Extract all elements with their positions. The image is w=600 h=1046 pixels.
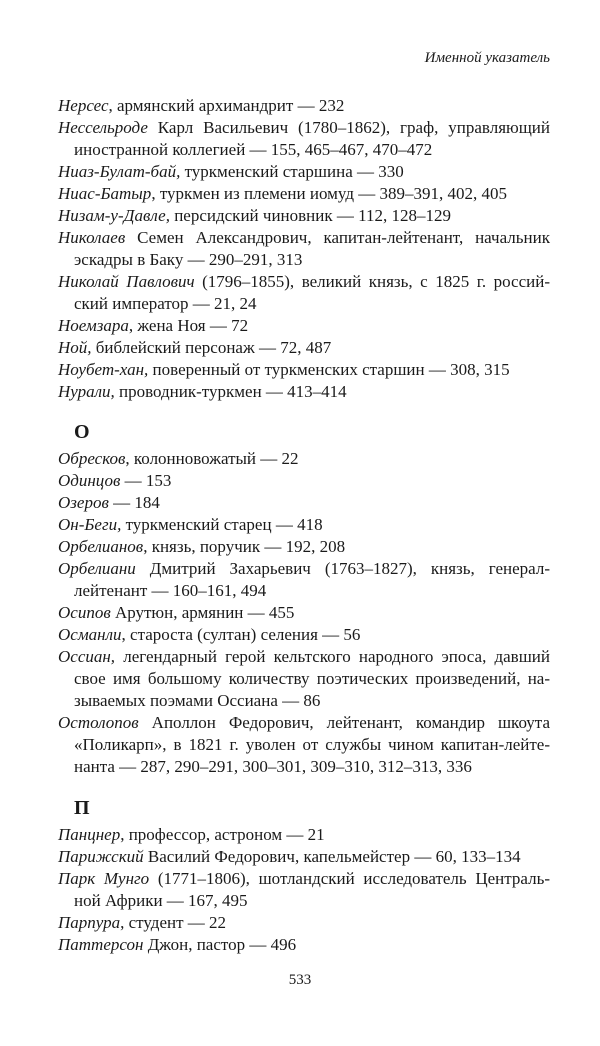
entry-name: Ной,	[58, 338, 92, 357]
entry-text: туркменский старшина — 330	[180, 162, 404, 181]
index-entry	[58, 912, 550, 934]
entry-name: Османли	[58, 625, 122, 644]
running-head: Именной указатель	[424, 50, 550, 66]
entry-name: Нессельроде	[58, 118, 148, 137]
index-entry	[58, 117, 550, 161]
index-entry	[58, 868, 550, 912]
entry-text: , армянский архимандрит — 232	[108, 96, 345, 115]
index-entry	[58, 337, 550, 359]
index-entry	[58, 227, 550, 271]
section-letter: П	[74, 797, 90, 819]
index-entry	[58, 824, 550, 846]
index-entry	[58, 359, 550, 381]
entry-name: Нерсес	[58, 96, 109, 115]
index-entry	[58, 514, 550, 536]
index-entry	[58, 492, 550, 514]
entry-text: , студент — 22	[120, 913, 227, 932]
index-entry	[58, 934, 550, 956]
entry-text: Василий Федорович, капельмейстер — 60, 133–134	[143, 847, 521, 866]
entry-name: Озеров	[58, 493, 109, 512]
index-entry	[58, 448, 550, 470]
index-entry	[58, 624, 550, 646]
entry-text: персидский чиновник — 112, 128–129	[169, 206, 451, 225]
entry-name: Остолопов	[58, 713, 139, 732]
entry-name: Низам-у-Давле,	[58, 206, 170, 225]
entry-text: легендарный герой кельтского народного эпоса, давший свое имя большому количеству поэтических произведений, на-зываемых поэмами Оссиана — 86	[74, 647, 550, 710]
index-section-o	[58, 420, 550, 778]
entry-name: Парпура	[58, 913, 121, 932]
entry-text: Джон, пастор — 496	[143, 935, 297, 954]
entry-text: Карл Васильевич (1780–1862), граф, управляющий иностранной коллегией — 155, 465–467, 470–472	[74, 118, 550, 159]
index-entry	[58, 470, 550, 492]
entry-text: туркменский старец — 418	[121, 515, 323, 534]
entry-name: Орбелианов	[58, 537, 144, 556]
entry-text: — 184	[108, 493, 160, 512]
entry-text: , профессор, астроном — 21	[120, 825, 325, 844]
entry-name: Обресков	[58, 449, 126, 468]
entry-text: проводник-туркмен — 413–414	[114, 382, 347, 401]
entry-name: Николаев	[58, 228, 126, 247]
page-number: 533	[288, 972, 312, 988]
entry-name: Одинцов	[58, 471, 121, 490]
index-entry	[58, 205, 550, 227]
entry-name: Парк Мунго	[58, 869, 150, 888]
entry-text: Арутюн, армянин — 455	[110, 603, 295, 622]
index-entry	[58, 558, 550, 602]
index-entry	[58, 712, 550, 778]
entry-name: Осипов	[58, 603, 111, 622]
entry-text: поверенный от туркменских старшин — 308, 315	[148, 360, 510, 379]
section-letter: О	[74, 421, 90, 443]
entry-name: Оссиан,	[58, 647, 116, 666]
entry-text: Семен Александрович, капитан-лейтенант, начальник эскадры в Баку — 290–291, 313	[74, 228, 550, 269]
index-entry	[58, 95, 550, 117]
index-entry	[58, 846, 550, 868]
entry-name: Ноемзара	[58, 316, 129, 335]
index-entry	[58, 271, 550, 315]
entry-name: Паттерсон	[58, 935, 144, 954]
entry-text: Аполлон Федорович, лейтенант, командир шкоута «Поликарп», в 1821 г. уволен от службы чином капитан-лейте-нанта — 287, 290–291, 300–301, 309–310, 312–313, 336	[74, 713, 550, 776]
index-section-n	[58, 95, 550, 403]
entry-name: Нурали,	[58, 382, 115, 401]
entry-name: Панцнер	[58, 825, 121, 844]
index-entry	[58, 602, 550, 624]
index-section-p	[58, 796, 550, 956]
entry-text: — 153	[120, 471, 172, 490]
entry-text: , жена Ноя — 72	[128, 316, 249, 335]
index-entry	[58, 381, 550, 403]
entry-text: библейский персонаж — 72, 487	[91, 338, 332, 357]
entry-name: Он-Беги,	[58, 515, 122, 534]
index-entry	[58, 161, 550, 183]
entry-name: Ниаз-Булат-бай,	[58, 162, 181, 181]
index-entry	[58, 183, 550, 205]
entry-text: (1796–1855), великий князь, с 1825 г. россий-ский император — 21, 24	[74, 272, 550, 313]
entry-text: , туркмен из племени иомуд — 389–391, 402, 405	[151, 184, 507, 203]
entry-text: , староста (султан) селения — 56	[121, 625, 361, 644]
entry-text: , колонновожатый — 22	[125, 449, 299, 468]
index-entry	[58, 315, 550, 337]
entry-name: Николай Павлович	[58, 272, 195, 291]
entry-text: (1771–1806), шотландский исследователь Централь-ной Африки — 167, 495	[74, 869, 550, 910]
entry-text: , князь, поручик — 192, 208	[143, 537, 346, 556]
index-entry	[58, 646, 550, 712]
entry-text: Дмитрий Захарьевич (1763–1827), князь, генерал-лейтенант — 160–161, 494	[74, 559, 550, 600]
index-entry	[58, 536, 550, 558]
entry-name: Парижский	[58, 847, 144, 866]
entry-name: Ноубет-хан,	[58, 360, 149, 379]
entry-name: Орбелиани	[58, 559, 136, 578]
entry-name: Ниас-Батыр	[58, 184, 152, 203]
